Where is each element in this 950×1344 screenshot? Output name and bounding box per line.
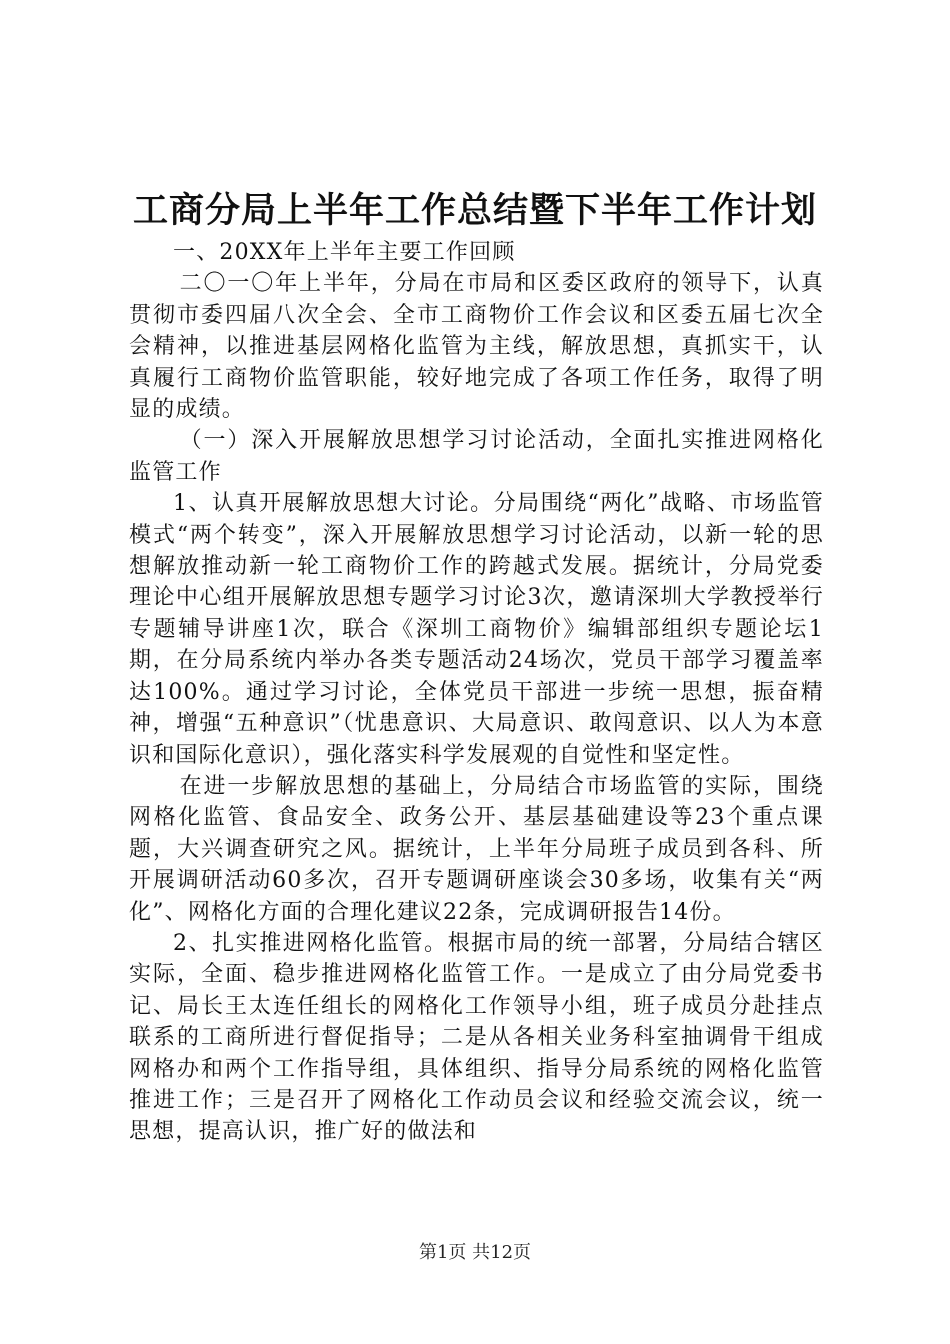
document-title: 工商分局上半年工作总结暨下半年工作计划 — [132, 190, 817, 231]
section-heading: 一、20XX年上半年主要工作回顾 — [173, 240, 516, 265]
subsection-heading: （一）深入开展解放思想学习讨论活动，全面扎实推进网格化监管工作 — [129, 428, 824, 485]
document-body — [129, 237, 824, 1148]
paragraph-item-1: 1、认真开展解放思想大讨论。分局围绕“两化”战略、市场监管模式“两个转变”，深入开展解放思想学习讨论活动，以新一轮的思想解放推动新一轮工商物价工作的跨越式发展。据统计，分局党委理论中心组开展解放思想专题学习讨论3次，邀请深圳大学教授举行专题辅导讲座1次，联合《深圳工商物价》编辑部组织专题论坛1期，在分局系统内举办各类专题活动24场次，党员干部学习覆盖率达100%。通过学习讨论，全体党员干部进一步统一思想，振奋精神，增强“五种意识”（忧患意识、大局意识、敢闯意识、以人为本意识和国际化意识），强化落实科学发展观的自觉性和坚定性。 — [129, 491, 824, 768]
page-footer: 第1页 共12页 — [418, 1242, 532, 1263]
paragraph-research: 在进一步解放思想的基础上，分局结合市场监管的实际，围绕网格化监管、食品安全、政务公开、基层基础建设等23个重点课题，大兴调查研究之风。据统计，上半年分局班子成员到各科、所开展调研活动60多次，召开专题调研座谈会30多场，收集有关“两化”、网格化方面的合理化建议22条，完成调研报告14份。 — [129, 773, 824, 925]
paragraph-item-2: 2、扎实推进网格化监管。根据市局的统一部署，分局结合辖区实际，全面、稳步推进网格化监管工作。一是成立了由分局党委书记、局长王太连任组长的网格化工作领导小组，班子成员分赴挂点联系的工商所进行督促指导；二是从各相关业务科室抽调骨干组成网格办和两个工作指导组，具体组织、指导分局系统的网格化监管推进工作；三是召开了网格化工作动员会议和经验交流会议，统一思想，提高认识，推广好的做法和 — [129, 930, 824, 1145]
paragraph-intro: 二〇一〇年上半年，分局在市局和区委区政府的领导下，认真贯彻市委四届八次全会、全市工商物价工作会议和区委五届七次全会精神，以推进基层网格化监管为主线，解放思想，真抓实干，认真履行工商物价监管职能，较好地完成了各项工作任务，取得了明显的成绩。 — [129, 271, 824, 423]
